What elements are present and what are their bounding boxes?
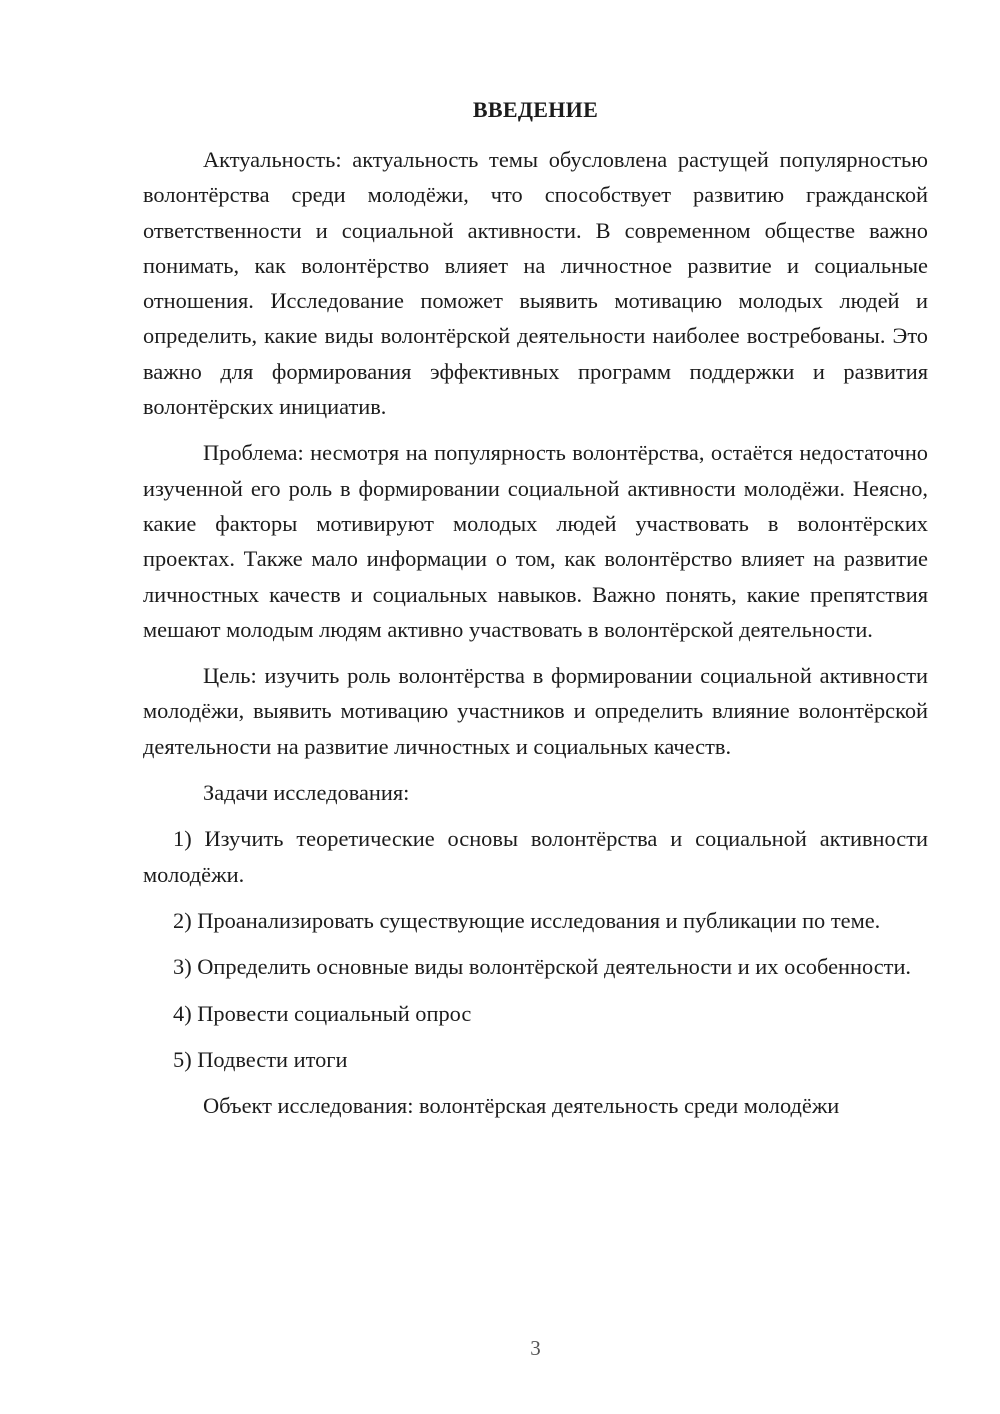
tasks-heading: Задачи исследования:: [203, 780, 410, 806]
problem-paragraph: Проблема: несмотря на популярность волонтёрства, остаётся недостаточно изученной его роль в формировании социальной активности молодёжи. Неясно, какие факторы мотивируют молодых людей участвовать в волонтёрских проектах. Также мало информации о том, как волонтёрство влияет на развитие личностных качеств и социальных навыков. Важно понять, какие препятствия мешают молодым людям активно участвовать в волонтёрской деятельности.: [143, 440, 928, 642]
relevance-paragraph: Актуальность: актуальность темы обусловлена растущей популярностью волонтёрства среди молодёжи, что способствует развитию гражданской ответственности и социальной активности. В современном обществе важно понимать, как волонтёрство влияет на личностное развитие и социальные отношения. Исследование поможет выявить мотивацию молодых людей и определить, какие виды волонтёрской деятельности наиболее востребованы. Это важно для формирования эффективных программ поддержки и развития волонтёрских инициатив.: [143, 147, 928, 420]
task-item-5: 5) Подвести итоги: [173, 1046, 348, 1072]
task-item-4: 4) Провести социальный опрос: [173, 1000, 472, 1026]
task-item-1: 1) Изучить теоретические основы волонтёрства и социальной активности молодёжи.: [143, 826, 928, 887]
task-item-3: 3) Определить основные виды волонтёрской деятельности и их особенности.: [173, 954, 912, 980]
document-page: [143, 0, 928, 1414]
goal-paragraph: Цель: изучить роль волонтёрства в формировании социальной активности молодёжи, выявить мотивацию участников и определить влияние волонтёрской деятельности на развитие личностных и социальных качеств.: [143, 663, 928, 759]
section-heading: ВВЕДЕНИЕ: [472, 97, 599, 122]
document-body: [143, 142, 928, 1134]
task-item-2: 2) Проанализировать существующие исследования и публикации по теме.: [173, 907, 881, 933]
research-object-paragraph: Объект исследования: волонтёрская деятельность среди молодёжи: [203, 1093, 840, 1119]
page-number: 3: [530, 1336, 541, 1360]
